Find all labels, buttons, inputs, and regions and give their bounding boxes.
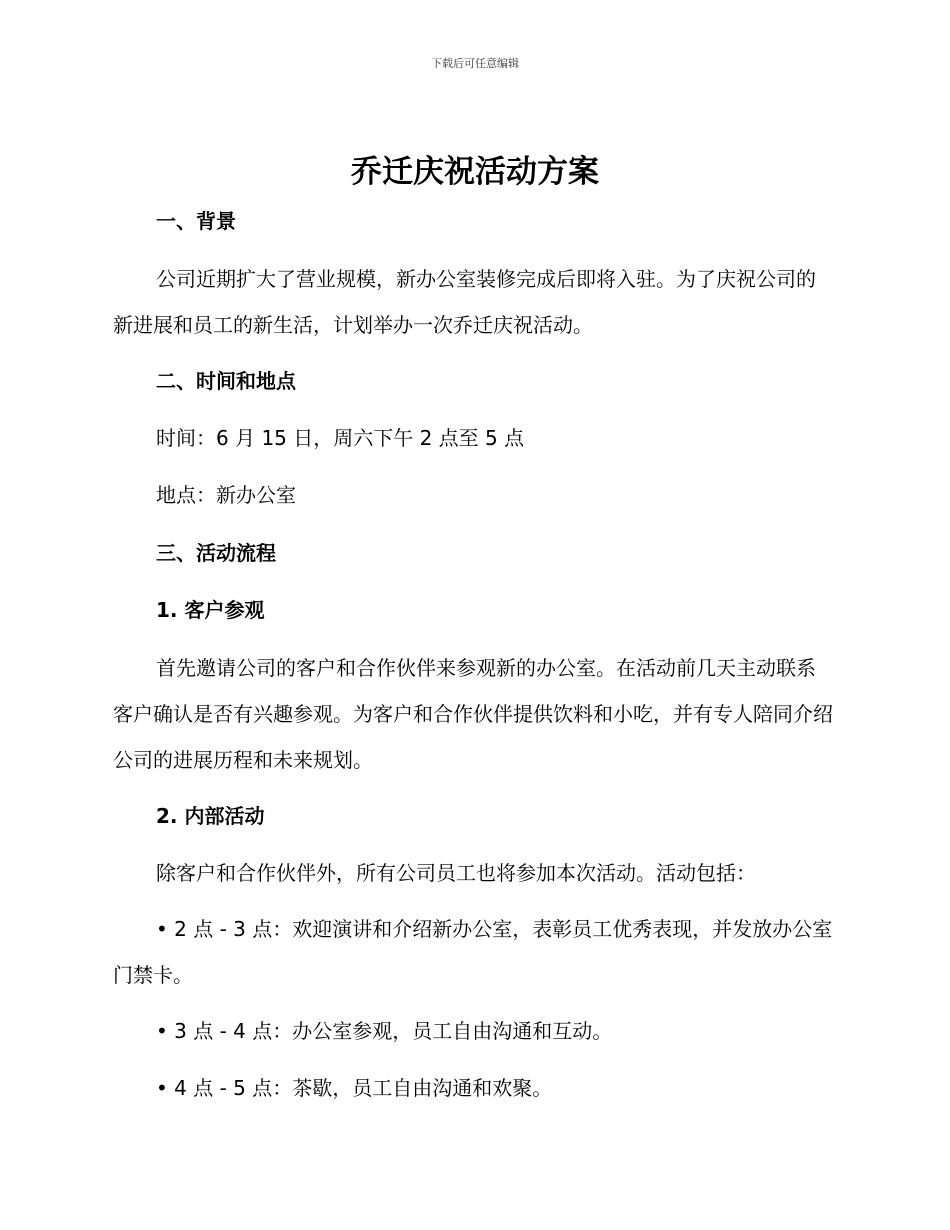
section-heading-background: 一、背景 [156, 209, 236, 233]
subsection-heading-client-visit: 1. 客户参观 [156, 598, 265, 622]
paragraph-internal-intro: 除客户和合作伙伴外，所有公司员工也将参加本次活动。活动包括： [156, 861, 756, 885]
list-item-4-5: • 4 点 - 5 点：茶歇，员工自由沟通和欢聚。 [156, 1076, 553, 1100]
paragraph-background: 公司近期扩大了营业规模，新办公室装修完成后即将入驻。为了庆祝公司的新进展和员工的新生活，计划举办一次乔迁庆祝活动。 [113, 267, 816, 337]
list-item-3-4: • 3 点 - 4 点：办公室参观，员工自由沟通和互动。 [156, 1019, 613, 1043]
section-heading-process: 三、活动流程 [156, 541, 276, 565]
section-heading-time-location: 二、时间和地点 [156, 369, 296, 393]
paragraph-time: 时间：6 月 15 日，周六下午 2 点至 5 点 [156, 426, 525, 450]
paragraph-location: 地点：新办公室 [156, 483, 296, 507]
list-item-2-3: • 2 点 - 3 点：欢迎演讲和介绍新办公室，表彰员工优秀表现，并发放办公室门禁卡。 [113, 917, 833, 987]
subsection-heading-internal: 2. 内部活动 [156, 804, 265, 828]
page-title: 乔迁庆祝活动方案 [351, 154, 599, 190]
header-note: 下载后可任意编辑 [431, 57, 519, 70]
paragraph-client-visit: 首先邀请公司的客户和合作伙伴来参观新的办公室。在活动前几天主动联系客户确认是否有兴趣参观。为客户和合作伙伴提供饮料和小吃，并有专人陪同介绍公司的进展历程和未来规划。 [113, 656, 833, 772]
